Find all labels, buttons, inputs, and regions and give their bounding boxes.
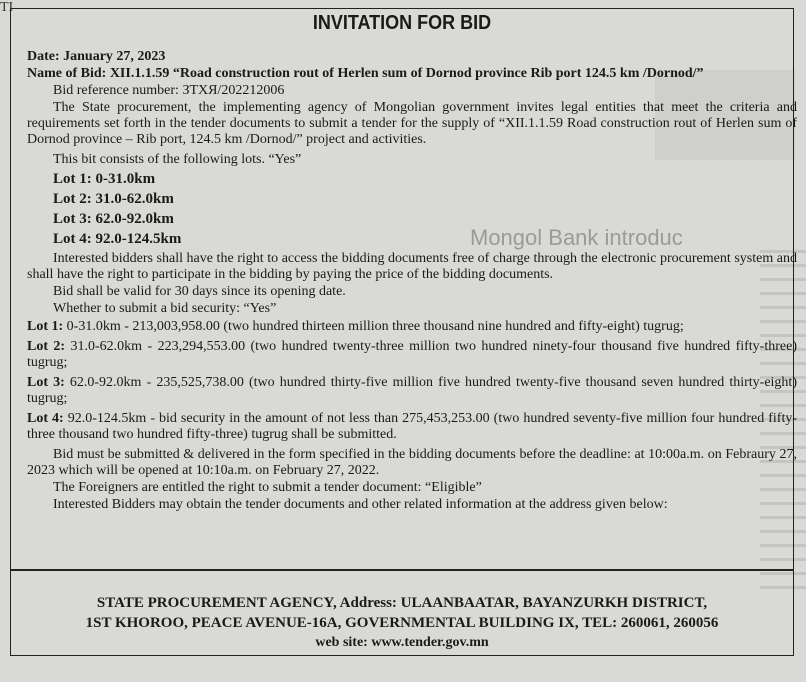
- footer-website: web site: www.tender.gov.mn: [315, 635, 489, 650]
- lot-item: Lot 1: 0-31.0km: [53, 171, 156, 187]
- security-lot-label: Lot 4:: [27, 411, 64, 426]
- security-lot-text: 62.0-92.0km - 235,525,738.00 (two hundred thirty-five million five hundred twenty-five thousand seven hundred thirty-eight) tugrug;: [27, 375, 797, 406]
- lot-list: [53, 169, 797, 249]
- ad-title: INVITATION FOR BID: [312, 12, 492, 34]
- lot-item: Lot 2: 31.0-62.0km: [53, 191, 174, 207]
- validity-line: Bid shall be valid for 30 days since its opening date.: [53, 284, 346, 299]
- obtain-info-line: Interested Bidders may obtain the tender documents and other related information at the address given below:: [53, 497, 668, 512]
- lots-intro: This bit consists of the following lots. “Yes”: [53, 152, 302, 167]
- contact-footer: [11, 593, 793, 653]
- intro-paragraph: The State procurement, the implementing agency of Mongolian government invites legal entities that meet the criteria and requirements set forth in the tender documents to submit a tender for the supply of “XII.1.1.59 Road construction rout of Herlen sum of Dornod province – Rib port, 124.5 km /Dornod/” project and activities.: [27, 100, 797, 147]
- security-lot-label: Lot 1:: [27, 319, 64, 334]
- bleed-heading: Mongol Bank introduc: [470, 225, 683, 250]
- security-lot-3: [27, 375, 797, 407]
- footer-address-line: 1ST KHOROO, PEACE AVENUE-16A, GOVERNMENTAL BUILDING IX, TEL: 260061, 260056: [85, 615, 719, 631]
- name-of-bid: Name of Bid: XII.1.1.59 “Road construction rout of Herlen sum of Dornod province Rib port 124.5 km /Dornod/”: [27, 66, 704, 81]
- lot-item: Lot 4: 92.0-124.5km: [53, 231, 182, 247]
- foreigners-line: The Foreigners are entitled the right to submit a tender document: “Eligible”: [53, 480, 482, 495]
- security-lot-4: [27, 411, 797, 443]
- security-lot-text: 31.0-62.0km - 223,294,553.00 (two hundred twenty-three million two hundred ninety-four thousand five hundred fifty-three) tugrug;: [27, 339, 797, 370]
- security-lot-label: Lot 3:: [27, 375, 65, 390]
- date-line: Date: January 27, 2023: [27, 49, 166, 64]
- footer-agency-line: STATE PROCUREMENT AGENCY, Address: ULAANBAATAR, BAYANZURKH DISTRICT,: [96, 595, 708, 611]
- security-lot-2: [27, 339, 797, 371]
- access-paragraph: Interested bidders shall have the right to access the bidding documents free of charge through the electronic procurement system and shall have the right to participate in the bidding by paying the price of the bidding documents.: [27, 251, 797, 282]
- security-lot-text: 0-31.0km - 213,003,958.00 (two hundred thirteen million three thousand nine hundred and fifty-eight) tugrug;: [63, 319, 684, 334]
- security-lot-text: 92.0-124.5km - bid security in the amount of not less than 275,453,253.00 (two hundred seventy-five million four hundred fifty-three thousand two hundred fifty-three) tugrug shall be submitted.: [27, 411, 797, 442]
- bid-reference: Bid reference number: ЗТХЯ/202212006: [53, 83, 285, 98]
- lot-item: Lot 3: 62.0-92.0km: [53, 211, 174, 227]
- footer-divider: [11, 569, 793, 571]
- security-question: Whether to submit a bid security: “Yes”: [53, 301, 277, 316]
- security-lot-label: Lot 2:: [27, 339, 66, 354]
- deadline-paragraph: Bid must be submitted & delivered in the form specified in the bidding documents before the deadline: at 10:00a.m. on Febraury 27, 2023 which will be opened at 10:10a.m. on February 27, 2022.: [27, 447, 797, 478]
- advertisement-box: [10, 8, 797, 656]
- ad-body: [27, 49, 797, 517]
- security-lot-1: [27, 319, 797, 335]
- page-corner-text: ТІ: [0, 0, 14, 15]
